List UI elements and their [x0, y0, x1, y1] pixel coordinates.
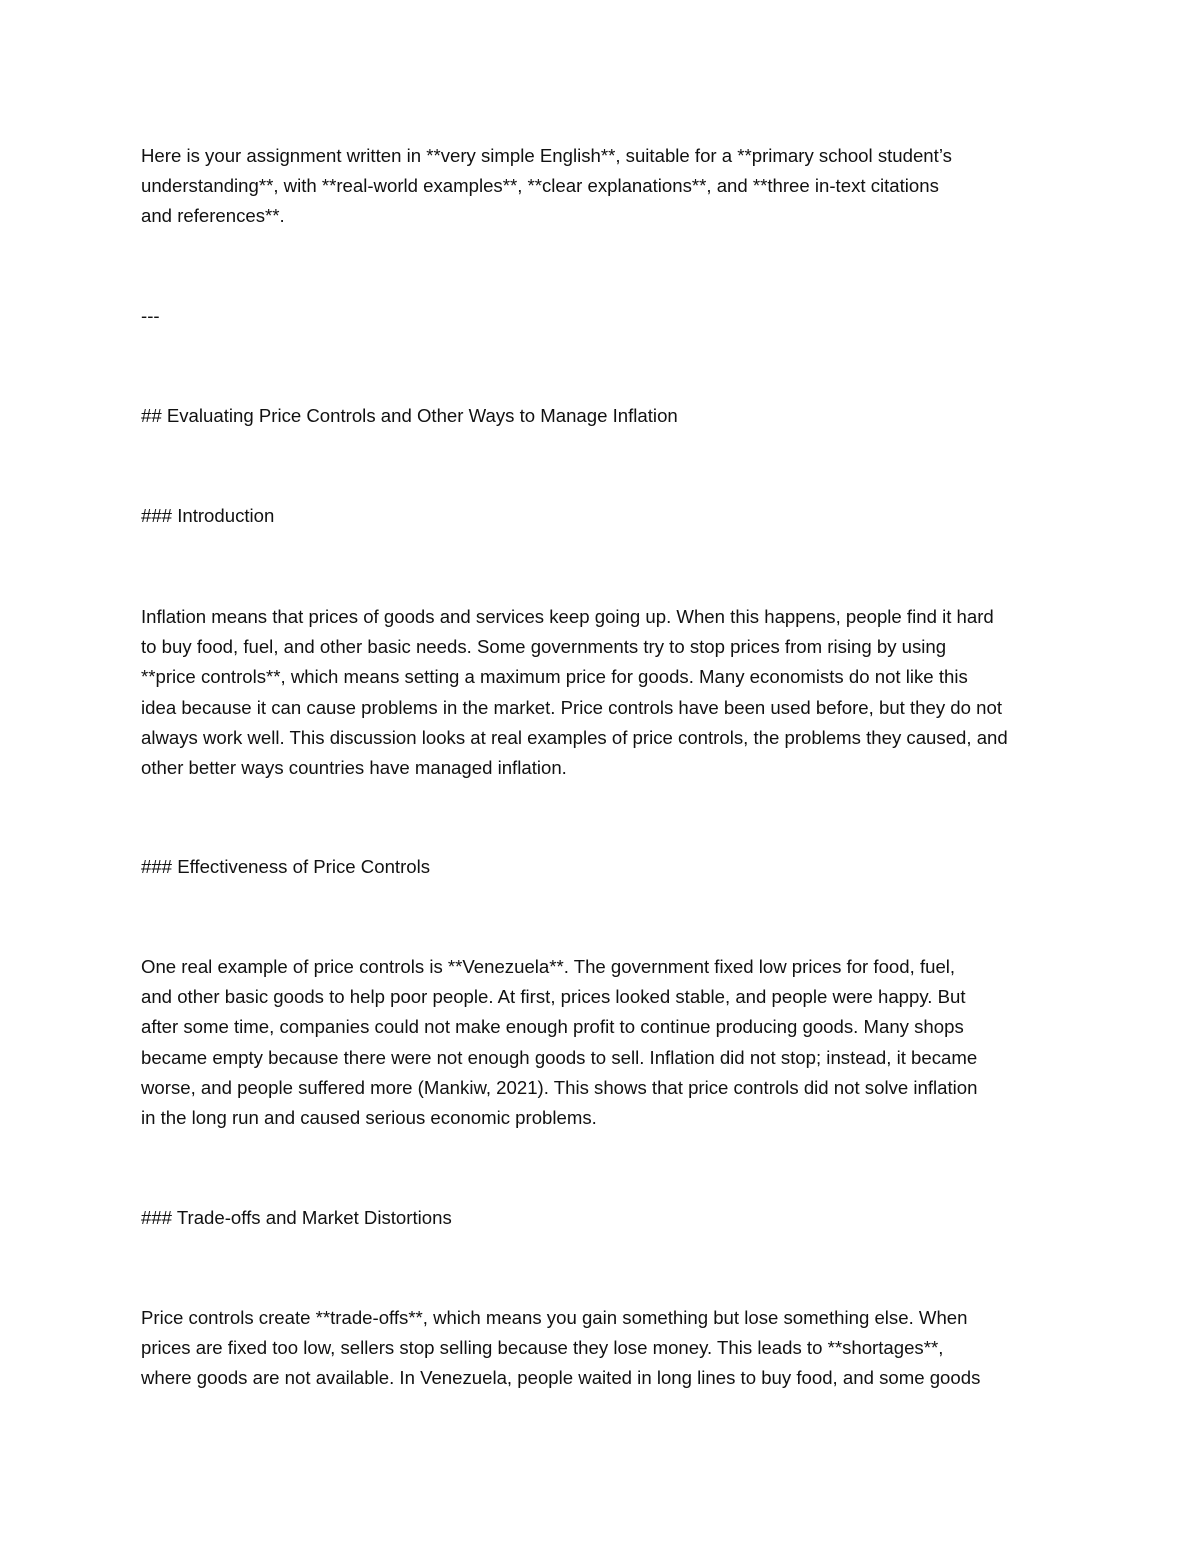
separator-text: --- — [141, 305, 160, 326]
introduction-paragraph — [141, 602, 1066, 783]
paragraph-line: to buy food, fuel, and other basic needs. Some governments try to stop prices from rising by using — [141, 636, 947, 658]
section-heading-text: ### Introduction — [141, 505, 275, 526]
paragraph-line: after some time, companies could not make enough profit to continue producing goods. Many shops — [141, 1016, 964, 1038]
paragraph-line: **price controls**, which means setting a maximum price for goods. Many economists do not like this — [141, 666, 968, 688]
paragraph-line: and other basic goods to help poor people. At first, prices looked stable, and people were happy. But — [141, 986, 966, 1008]
section-heading-text: ### Trade-offs and Market Distortions — [141, 1207, 452, 1228]
section-heading-introduction — [141, 501, 1066, 531]
intro-line: Here is your assignment written in **very simple English**, suitable for a **primary school student’s — [141, 145, 952, 166]
paragraph-line: where goods are not available. In Venezuela, people waited in long lines to buy food, and some goods — [141, 1367, 981, 1389]
intro-line: and references**. — [141, 205, 285, 227]
separator-line — [141, 301, 1066, 331]
paragraph-line: became empty because there were not enough goods to sell. Inflation did not stop; instead, it became — [141, 1046, 978, 1068]
main-heading-text: ## Evaluating Price Controls and Other Ways to Manage Inflation — [141, 405, 678, 426]
paragraph-line: One real example of price controls is **Venezuela**. The government fixed low prices for food, fuel, — [141, 956, 956, 977]
paragraph-line: Inflation means that prices of goods and services keep going up. When this happens, people find it hard — [141, 606, 994, 627]
paragraph-line: other better ways countries have managed inflation. — [141, 756, 567, 778]
paragraph-line: worse, and people suffered more (Mankiw, 2021). This shows that price controls did not solve inflation — [141, 1076, 978, 1098]
section-heading-effectiveness — [141, 852, 1066, 882]
trade-offs-paragraph — [141, 1303, 1066, 1394]
paragraph-line: in the long run and caused serious economic problems. — [141, 1106, 597, 1128]
intro-line: understanding**, with **real-world examples**, **clear explanations**, and **three in-text citations — [141, 175, 939, 197]
section-heading-text: ### Effectiveness of Price Controls — [141, 856, 431, 877]
main-heading — [141, 401, 1066, 431]
paragraph-line: prices are fixed too low, sellers stop selling because they lose money. This leads to **shortages**, — [141, 1337, 944, 1359]
effectiveness-paragraph — [141, 952, 1066, 1133]
paragraph-line: idea because it can cause problems in the market. Price controls have been used before, but they do not — [141, 696, 1002, 718]
intro-paragraph — [141, 141, 1066, 232]
paragraph-line: Price controls create **trade-offs**, which means you gain something but lose something else. When — [141, 1307, 968, 1328]
paragraph-line: always work well. This discussion looks at real examples of price controls, the problems they caused, and — [141, 726, 1008, 748]
section-heading-trade-offs — [141, 1203, 1066, 1233]
